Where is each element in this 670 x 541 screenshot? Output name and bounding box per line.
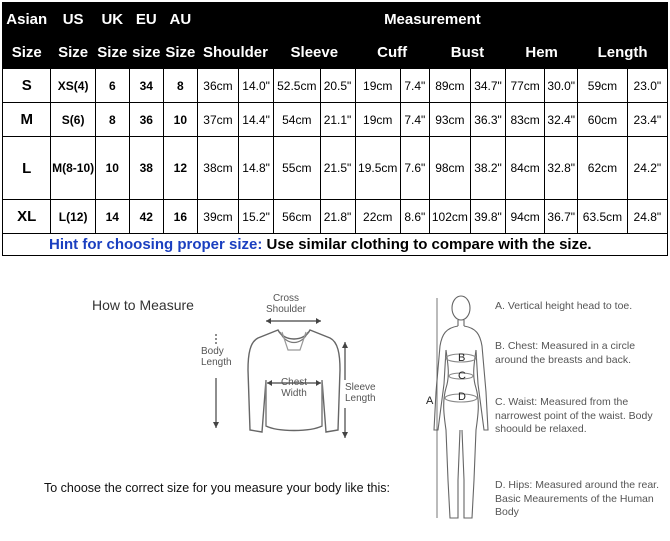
cell-shoulder-cm: 36cm (197, 69, 238, 103)
header-size-au: Size (163, 36, 197, 69)
cell-hem-in: 36.7" (545, 200, 578, 234)
size-table (2, 2, 668, 256)
cell-uk: 14 (95, 200, 129, 234)
cell-asian: M (3, 103, 51, 137)
cell-eu: 34 (129, 69, 163, 103)
cell-uk: 8 (95, 103, 129, 137)
how-to-measure-title: How to Measure (92, 297, 194, 313)
cell-length-cm: 62cm (578, 137, 627, 200)
size-chart (2, 2, 668, 258)
header-size-eu: size (129, 36, 163, 69)
cell-cuff-cm: 22cm (355, 200, 400, 234)
cell-sleeve-in: 20.5" (320, 69, 355, 103)
cell-asian: L (3, 137, 51, 200)
cell-length-in: 23.0" (627, 69, 667, 103)
note-height: A. Vertical height head to toe. (495, 300, 633, 312)
cell-au: 8 (163, 69, 197, 103)
cell-length-in: 24.8" (627, 200, 667, 234)
header-bust: Bust (429, 36, 505, 69)
cell-cuff-in: 8.6" (400, 200, 429, 234)
header-asian: Asian (3, 3, 51, 36)
body-length-label: Body Length (201, 346, 232, 368)
cell-shoulder-cm: 39cm (197, 200, 238, 234)
figure-letter-d: D (458, 391, 466, 403)
cell-asian: XL (3, 200, 51, 234)
instruction-text: To choose the correct size for you measure your body like this: (44, 481, 390, 495)
cell-hem-in: 30.0" (545, 69, 578, 103)
cell-us: L(12) (51, 200, 95, 234)
table-row (3, 103, 668, 137)
cell-hem-cm: 94cm (506, 200, 545, 234)
figure-letter-c: C (458, 370, 466, 382)
cell-hem-in: 32.4" (545, 103, 578, 137)
cell-sleeve-cm: 54cm (274, 103, 320, 137)
note-hips: D. Hips: Measured around the rear. Basic Meaurements of the Human Body (495, 479, 660, 518)
figure-letter-b: B (458, 352, 466, 364)
cell-cuff-cm: 19cm (355, 103, 400, 137)
cell-sleeve-cm: 55cm (274, 137, 320, 200)
cell-length-in: 23.4" (627, 103, 667, 137)
cell-bust-in: 38.2" (471, 137, 506, 200)
table-row (3, 69, 668, 103)
header-size-uk: Size (95, 36, 129, 69)
cell-length-cm: 59cm (578, 69, 627, 103)
measure-guide (0, 280, 670, 541)
header-cuff: Cuff (355, 36, 429, 69)
cell-hem-in: 32.8" (545, 137, 578, 200)
cell-hem-cm: 84cm (506, 137, 545, 200)
header-hem: Hem (506, 36, 578, 69)
header-shoulder: Shoulder (197, 36, 273, 69)
hint-text: Use similar clothing to compare with the size. (262, 236, 592, 253)
cell-bust-cm: 102cm (429, 200, 470, 234)
cell-cuff-cm: 19.5cm (355, 137, 400, 200)
cell-bust-in: 34.7" (471, 69, 506, 103)
header-uk: UK (95, 3, 129, 36)
cell-hem-cm: 83cm (506, 103, 545, 137)
note-waist: C. Waist: Measured from the narrowest point of the waist. Body shoould be relaxed. (495, 396, 653, 435)
header-measurement: Measurement (197, 3, 667, 36)
cell-uk: 6 (95, 69, 129, 103)
cell-bust-in: 36.3" (471, 103, 506, 137)
hint-row (3, 234, 668, 256)
cell-cuff-in: 7.4" (400, 103, 429, 137)
cell-length-in: 24.2" (627, 137, 667, 200)
header-size-asian: Size (3, 36, 51, 69)
cell-bust-cm: 93cm (429, 103, 470, 137)
header-row-2 (3, 36, 668, 69)
cell-au: 16 (163, 200, 197, 234)
hint-cell (3, 234, 668, 256)
cell-bust-cm: 98cm (429, 137, 470, 200)
figure-letter-a: A (426, 395, 434, 407)
cell-sleeve-in: 21.5" (320, 137, 355, 200)
cell-shoulder-in: 15.2" (239, 200, 274, 234)
cell-cuff-cm: 19cm (355, 69, 400, 103)
cross-shoulder-label: Cross Shoulder (265, 293, 307, 315)
cell-asian: S (3, 69, 51, 103)
cell-hem-cm: 77cm (506, 69, 545, 103)
cell-sleeve-in: 21.8" (320, 200, 355, 234)
cell-bust-in: 39.8" (471, 200, 506, 234)
cell-sleeve-cm: 56cm (274, 200, 320, 234)
cell-eu: 38 (129, 137, 163, 200)
header-row-1 (3, 3, 668, 36)
header-length: Length (578, 36, 668, 69)
cell-us: XS(4) (51, 69, 95, 103)
hint-label: Hint for choosing proper size: (49, 236, 263, 253)
header-eu: EU (129, 3, 163, 36)
cell-shoulder-in: 14.4" (239, 103, 274, 137)
cell-uk: 10 (95, 137, 129, 200)
cell-length-cm: 60cm (578, 103, 627, 137)
cell-eu: 36 (129, 103, 163, 137)
header-size-us: Size (51, 36, 95, 69)
cell-eu: 42 (129, 200, 163, 234)
cell-bust-cm: 89cm (429, 69, 470, 103)
header-sleeve: Sleeve (274, 36, 355, 69)
cell-sleeve-cm: 52.5cm (274, 69, 320, 103)
cell-sleeve-in: 21.1" (320, 103, 355, 137)
note-chest: B. Chest: Measured in a circle around the breasts and back. (495, 340, 636, 366)
sleeve-length-label: Sleeve Length (345, 382, 376, 404)
header-us: US (51, 3, 95, 36)
header-au: AU (163, 3, 197, 36)
cell-au: 12 (163, 137, 197, 200)
cell-au: 10 (163, 103, 197, 137)
cell-shoulder-in: 14.0" (239, 69, 274, 103)
chest-width-label: Chest Width (280, 377, 308, 399)
cell-us: M(8-10) (51, 137, 95, 200)
cell-shoulder-in: 14.8" (239, 137, 274, 200)
cell-length-cm: 63.5cm (578, 200, 627, 234)
human-figure-illustration (434, 296, 488, 518)
table-row (3, 200, 668, 234)
cell-shoulder-cm: 37cm (197, 103, 238, 137)
cell-shoulder-cm: 38cm (197, 137, 238, 200)
cell-cuff-in: 7.6" (400, 137, 429, 200)
cell-cuff-in: 7.4" (400, 69, 429, 103)
cell-us: S(6) (51, 103, 95, 137)
table-row (3, 137, 668, 200)
